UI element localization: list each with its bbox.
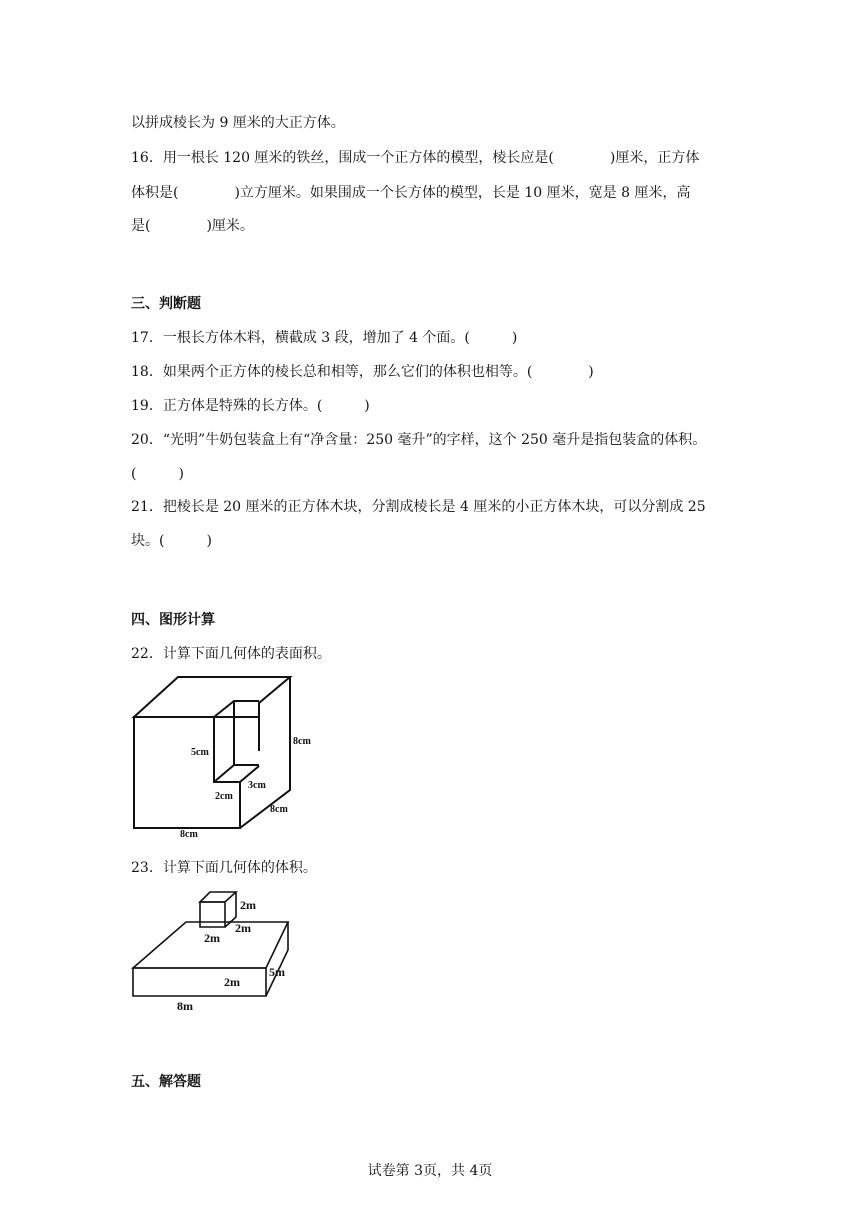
q16-line1: 16．用一根长 120 厘米的铁丝，围成一个正方体的模型，棱长应是( )厘米，正方体 (131, 150, 700, 166)
q15-tail: 以拼成棱长为 9 厘米的大正方体。 (131, 115, 345, 131)
fig23-label-base-width: 8m (177, 999, 193, 1013)
fig22-label-depth-inner: 3cm (248, 780, 266, 791)
figure-23-stacked-cuboids (128, 884, 303, 1016)
q21-line2: 块。( ) (131, 533, 212, 549)
q21-line1: 21．把棱长是 20 厘米的正方体木块，分割成棱长是 4 厘米的小正方体木块，可以分割成 25 (131, 499, 706, 515)
q16-line2: 体积是( )立方厘米。如果围成一个长方体的模型，长是 10 厘米，宽是 8 厘米，高 (131, 185, 691, 201)
fig23-label-base-height: 2m (224, 975, 240, 989)
fig23-label-cube-width: 2m (204, 931, 220, 945)
q23: 23．计算下面几何体的体积。 (131, 860, 317, 876)
section-5-title: 五、解答题 (131, 1074, 201, 1090)
fig23-label-base-depth: 5m (269, 965, 285, 979)
q17: 17．一根长方体木料，横截成 3 段，增加了 4 个面。( ) (131, 330, 518, 346)
fig22-label-height: 8cm (293, 736, 311, 747)
q16-line3: 是( )厘米。 (131, 218, 254, 234)
page-footer: 试卷第 3页，共 4页 (367, 1163, 493, 1179)
section-4-title: 四、图形计算 (131, 612, 215, 628)
q18: 18．如果两个正方体的棱长总和相等，那么它们的体积也相等。( ) (131, 364, 594, 380)
fig22-label-depth: 8cm (270, 804, 288, 815)
q20-line2: ( ) (131, 466, 184, 482)
fig22-label-height-inner: 5cm (191, 747, 209, 758)
q19: 19．正方体是特殊的长方体。( ) (131, 398, 370, 414)
fig22-label-width: 8cm (180, 829, 198, 840)
fig22-label-width-inner: 2cm (215, 791, 233, 802)
fig23-label-cube-height: 2m (240, 898, 256, 912)
fig23-label-cube-depth: 2m (235, 921, 251, 935)
section-3-title: 三、判断题 (131, 296, 201, 312)
q20-line1: 20．“光明”牛奶包装盒上有“净含量：250 毫升”的字样，这个 250 毫升是指包装盒的体积。 (131, 432, 707, 448)
q22: 22．计算下面几何体的表面积。 (131, 646, 331, 662)
figure-22-notched-cube (128, 672, 328, 842)
